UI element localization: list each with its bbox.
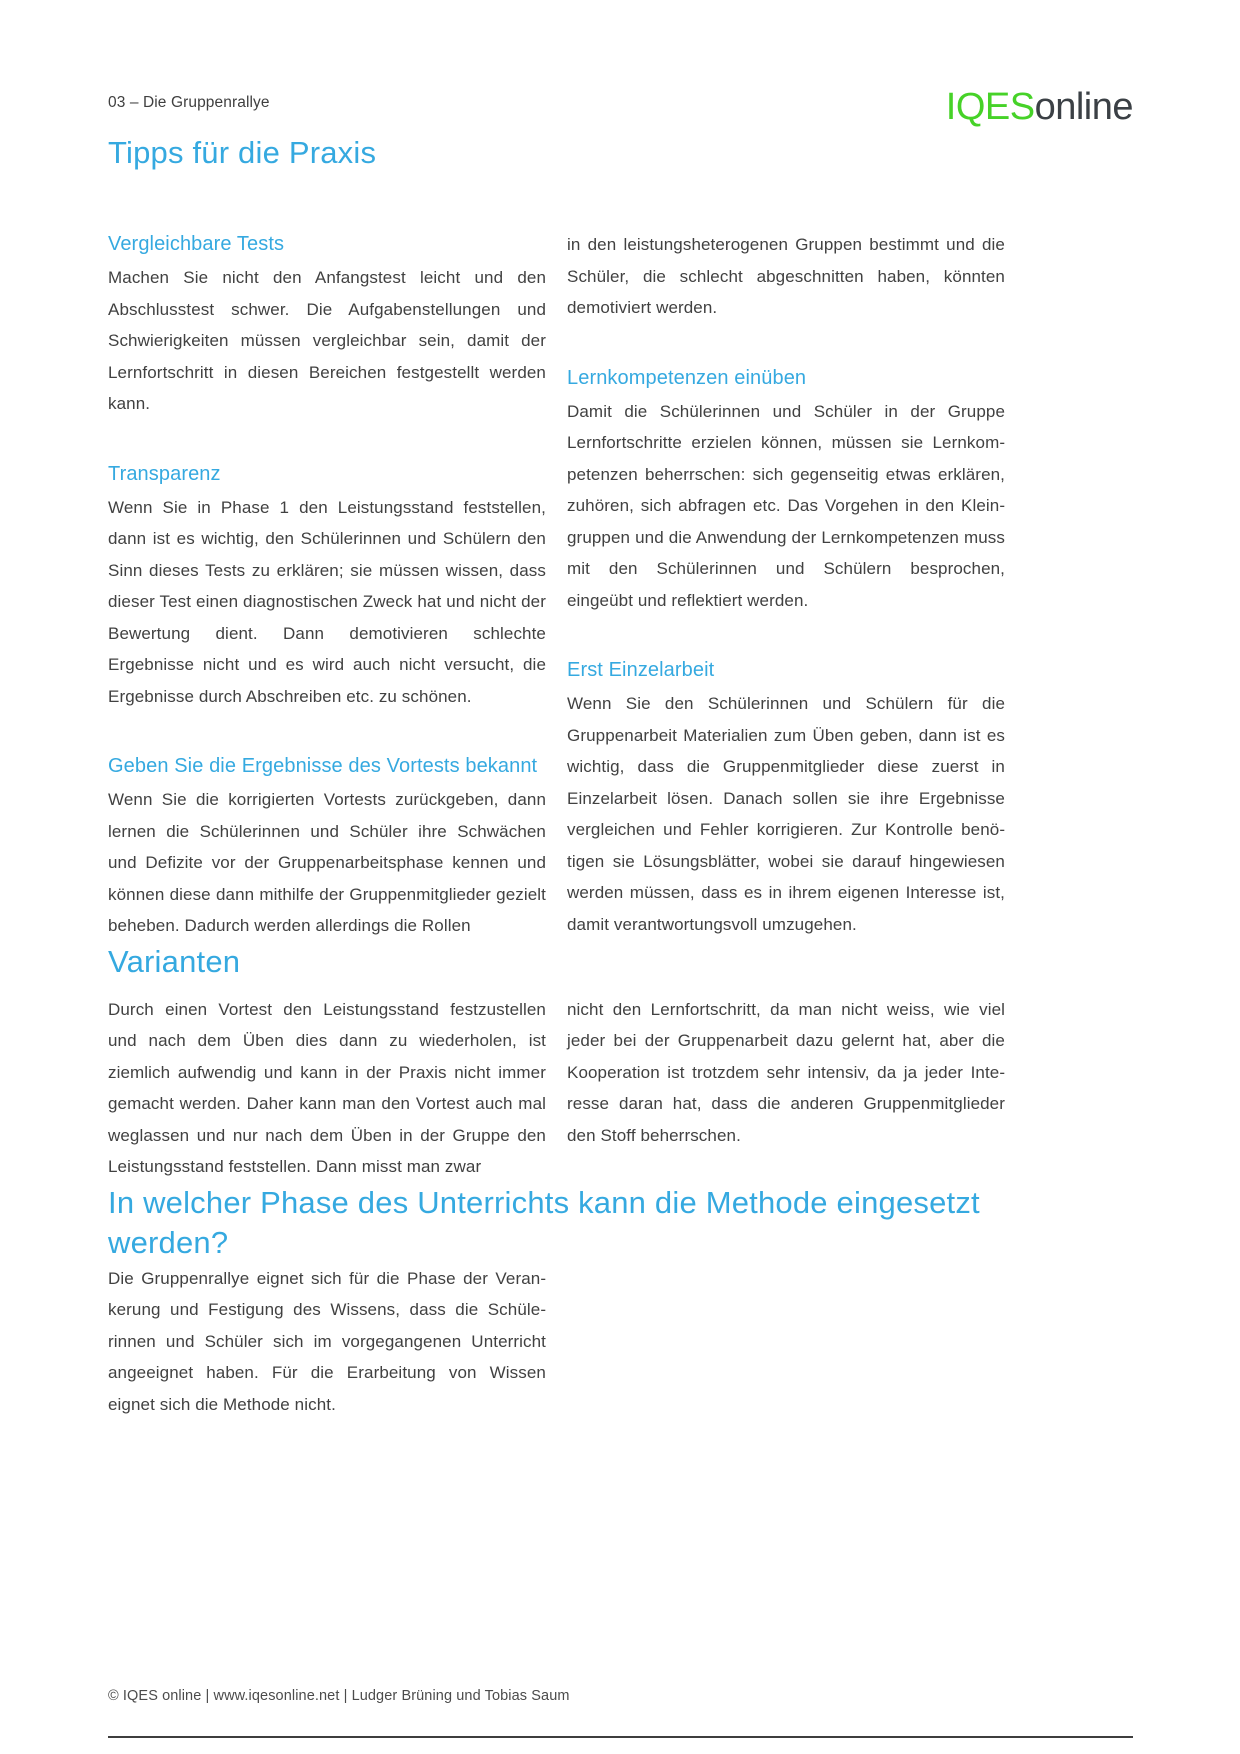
paragraph: Wenn Sie die korrigierten Vortests zurückgeben, dann lernen die Schülerinnen und Schüler ihre Schwächen und Defizite vor der Gruppenarbeitsphase kennen und können diese dann mithilfe der Gruppenmitglieder gezielt beheben. Dadurch werden allerdings die Rollen [108, 790, 546, 935]
varianten-columns [108, 994, 1133, 1183]
tipps-column-right [567, 229, 1005, 942]
section-title-varianten: Varianten [108, 943, 241, 979]
paragraph: nicht den Lernfortschritt, da man nicht weiss, wie viel jeder bei der Gruppenarbeit dazu gelernt hat, aber die Kooperation ist trotzdem sehr intensiv, da ja jeder Interesse daran hat, dass die anderen Gruppenmitglieder den Stoff beherrschen. [567, 999, 1005, 1145]
footer-rule [108, 1736, 1133, 1738]
subsection-heading-ergebnisse-vortests: Geben Sie die Ergebnisse des Vortests bekannt [108, 755, 538, 777]
section-title-phase: In welcher Phase des Unterrichts kann die Methode eingesetzt werden? [108, 1184, 980, 1260]
subsection-heading-lernkompetenzen: Lernkompetenzen einüben [567, 366, 807, 389]
doc-title: 03 – Die Gruppenrallye [108, 94, 270, 111]
tipps-columns [108, 229, 1133, 942]
iqes-online-logo [946, 85, 1133, 129]
tipps-column-left [108, 229, 546, 942]
subsection-heading-transparenz: Transparenz [108, 462, 221, 485]
page-header [108, 85, 1133, 133]
section-title-tipps: Tipps für die Praxis [108, 135, 377, 170]
paragraph: Die Gruppenrallye eignet sich für die Phase der Verankerung und Festigung des Wissens, dass die Schülerinnen und Schüler sich im vorgegangenen Unterricht angeeignet haben. Für die Erarbeitung von Wissen eignet sich die Methode nicht. [108, 1268, 546, 1414]
paragraph: Durch einen Vortest den Leistungsstand festzustellen und nach dem Üben dies dann zu wiederholen, ist ziemlich aufwendig und kann in der Praxis nicht immer gemacht werden. Daher kann man den Vortest auch mal weglassen und nur nach dem Üben in der Gruppe den Leistungsstand feststellen. Dann misst man zwar [108, 999, 546, 1176]
paragraph: Machen Sie nicht den Anfangstest leicht und den Abschlusstest schwer. Die Aufgabenstellungen und Schwierigkeiten müssen vergleichbar sein, damit der Lernfortschritt in diesen Bereichen festgestellt werden kann. [108, 268, 546, 413]
paragraph: Wenn Sie den Schülerinnen und Schülern für die Gruppenarbeit Materialien zum Üben geben, dann ist es wichtig, dass die Gruppenmitglieder diese zuerst in Einzelarbeit lösen. Danach sollen sie ihre Ergebnisse vergleichen und Fehler korrigieren. Zur Kontrolle benötigen sie Lösungsblätter, wobei sie darauf hingewiesen werden müssen, dass es in ihrem eigenen Interesse ist, damit verantwortungsvoll umzugehen. [567, 694, 1005, 934]
paragraph-continuation: in den leistungsheterogenen Gruppen bestimmt und die Schüler, die schlecht abgeschnitten haben, könnten demotiviert werden. [567, 235, 1005, 317]
logo-online-text: online [1034, 86, 1133, 128]
subsection-heading-erst-einzelarbeit: Erst Einzelarbeit [567, 659, 715, 681]
logo-iqes-text: IQES [945, 86, 1035, 128]
varianten-column-left [108, 994, 546, 1183]
page-content [108, 85, 1133, 1420]
subsection-heading-vergleichbare-tests: Vergleichbare Tests [108, 233, 285, 255]
paragraph: Damit die Schülerinnen und Schüler in der Gruppe Lernfortschritte erzielen können, müssen sie Lernkompetenzen beherrschen: sich gegenseitig etwas erklären, zuhören, sich abfragen etc. Das Vorgehen in den Kleingruppen und die Anwendung der Lernkompetenzen muss mit den Schülerinnen und Schülern besprochen, eingeübt und reflektiert werden. [567, 401, 1005, 610]
paragraph: Wenn Sie in Phase 1 den Leistungsstand feststellen, dann ist es wichtig, den Schülerinnen und Schülern den Sinn dieses Tests zu erklären; sie müssen wissen, dass dieser Test einen diagnostischen Zweck hat und nicht der Bewertung dient. Dann demotivieren schlechte Ergebnisse nicht und es wird auch nicht versucht, die Ergebnisse durch Abschreiben etc. zu schönen. [108, 497, 546, 706]
varianten-column-right [567, 994, 1005, 1183]
footer-text: © IQES online | www.iqesonline.net | Ludger Brüning und Tobias Saum [108, 1688, 570, 1704]
